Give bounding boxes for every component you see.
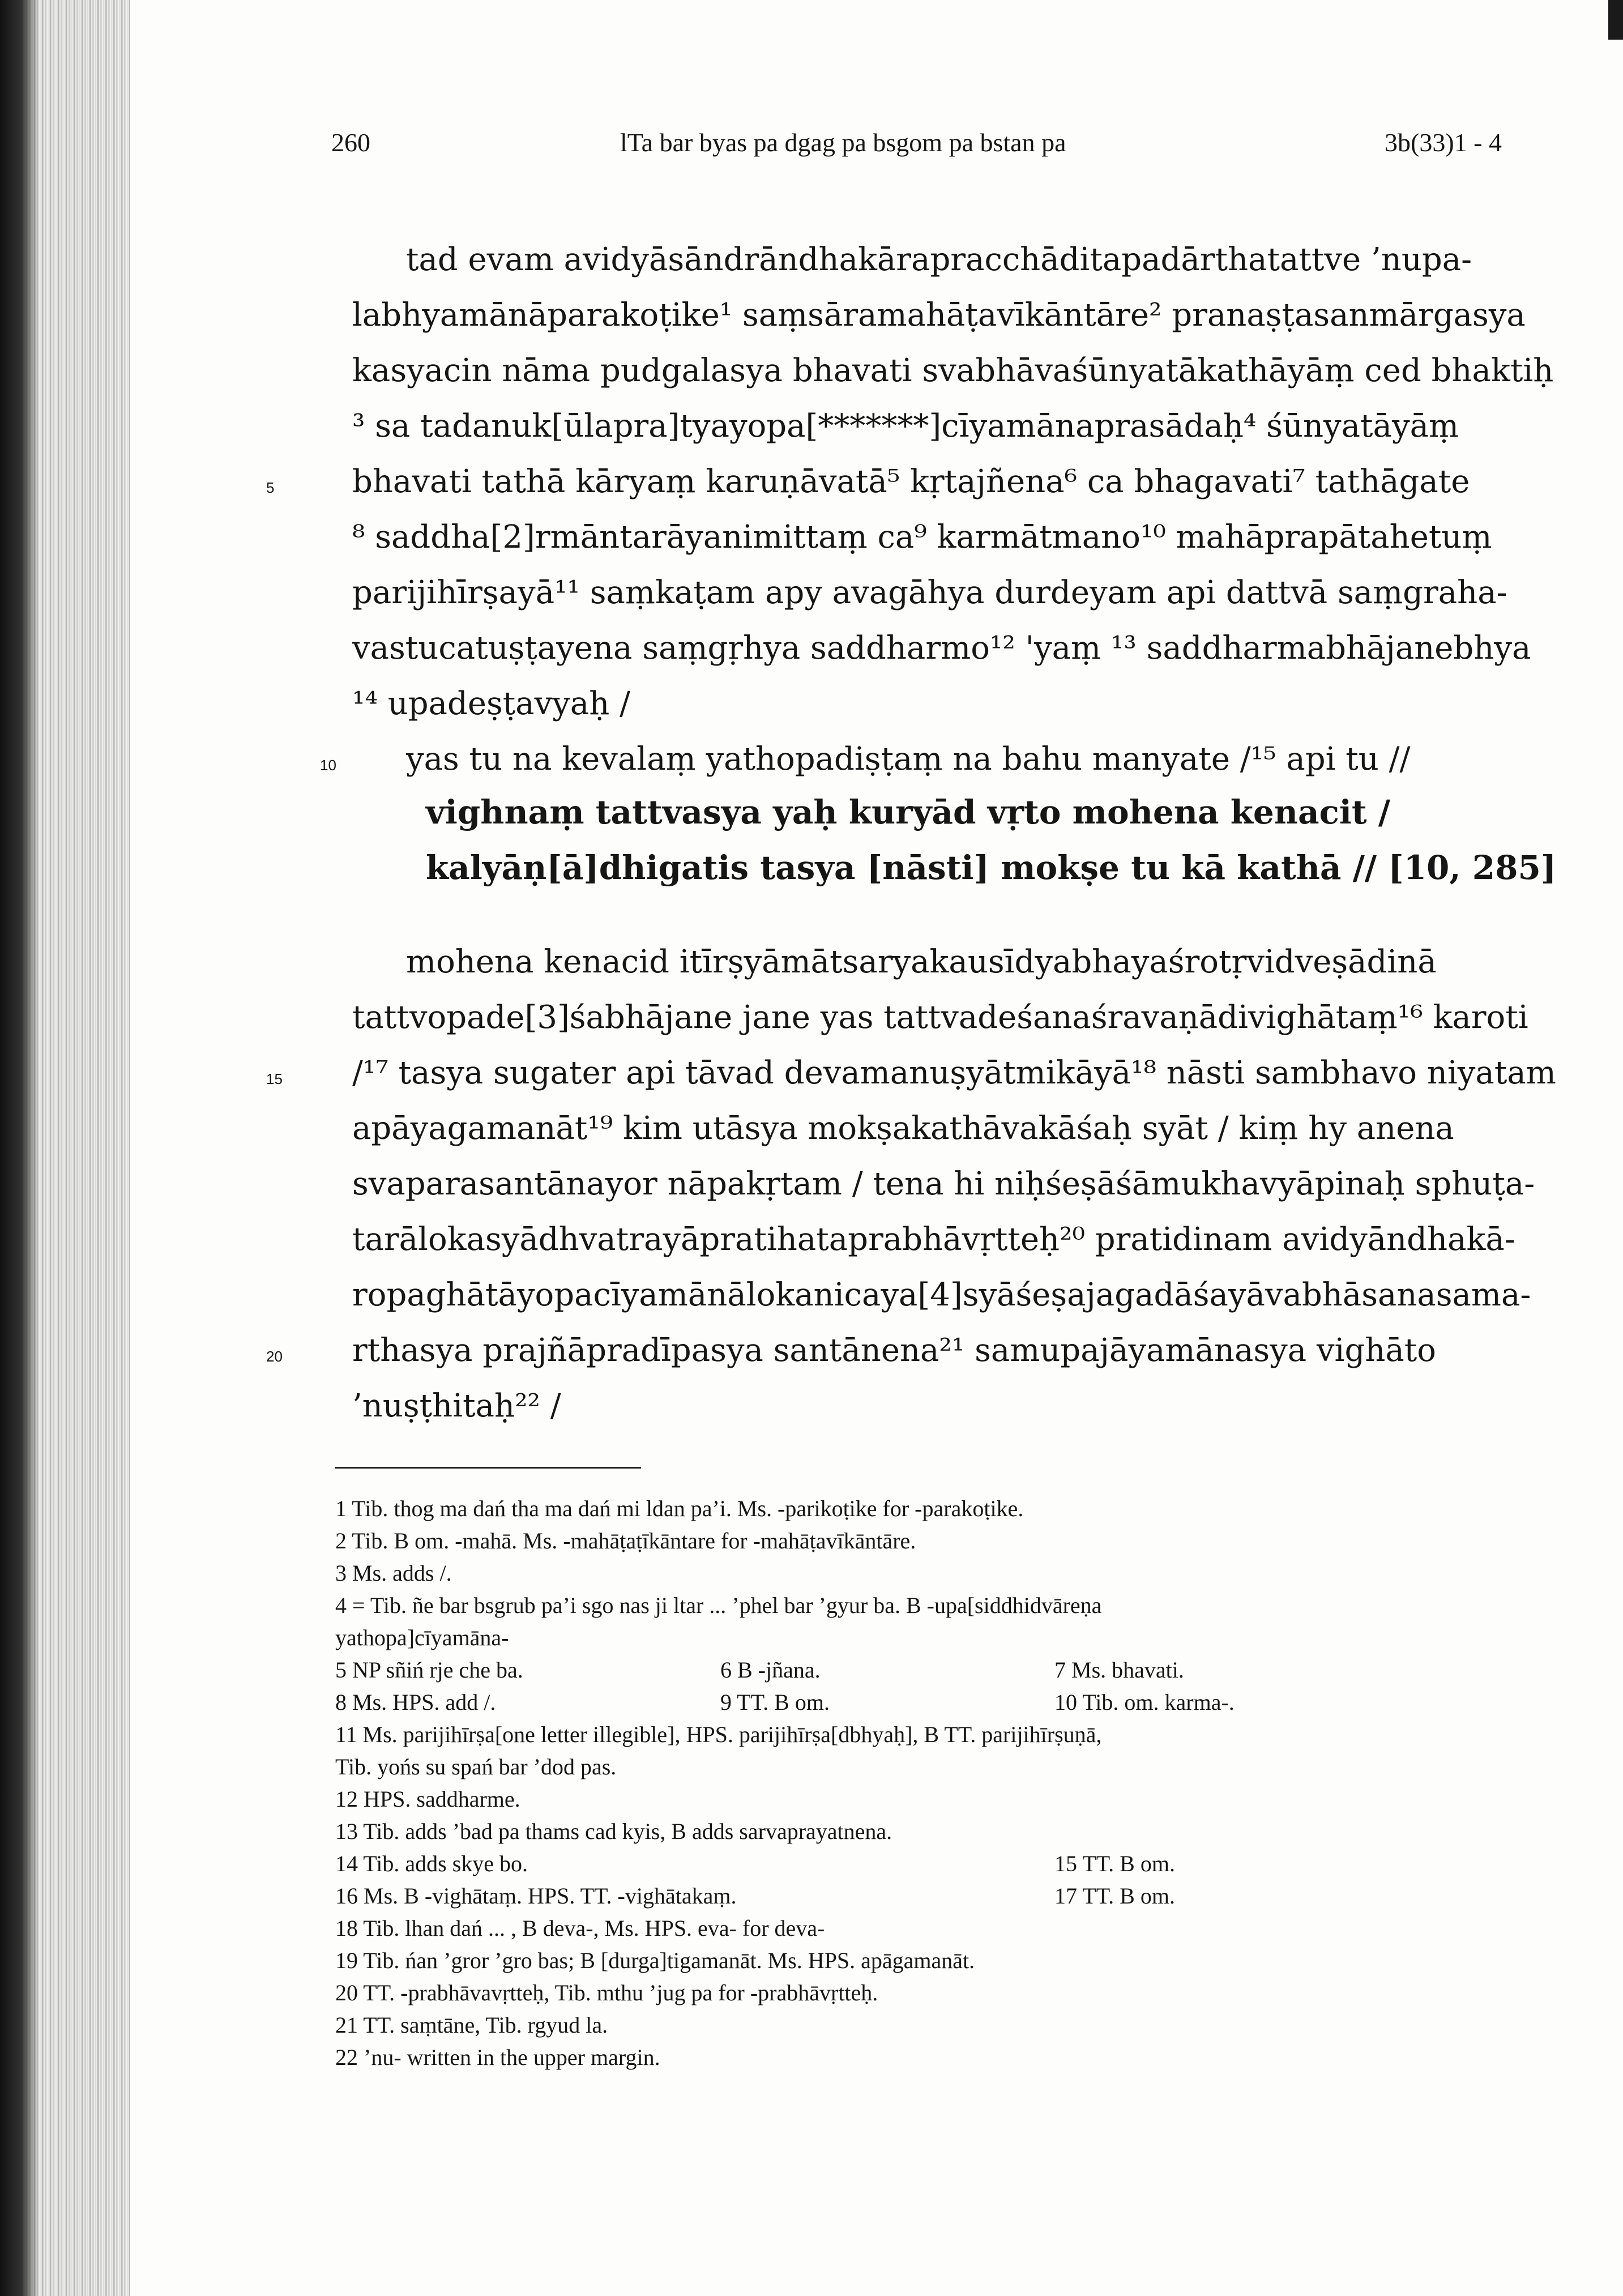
page-number: 260 [331, 128, 370, 157]
footnote: 22 ’nu- written in the upper margin. [335, 2045, 660, 2070]
scan-corner-mark [1608, 0, 1623, 40]
footnote: 3 Ms. adds /. [335, 1560, 452, 1586]
text-line: svaparasantānayor nāpakṛtam / tena hi niḥśeṣāśāmukhavyāpinaḥ sphuṭa- [352, 1166, 1535, 1202]
line-number: 10 [320, 757, 336, 774]
text-line: 20 rthasya prajñāpradīpasya santānena²¹ samupajāyamānasya vighāto [352, 1323, 1479, 1379]
footnotes [335, 1492, 1524, 2073]
footnote: 7 Ms. bhavati. [1054, 1657, 1184, 1683]
footnote: 12 HPS. saddharme. [335, 1786, 520, 1812]
footnote-row [335, 1654, 1524, 1686]
footnote: 20 TT. -prabhāvavṛtteḥ, Tib. mthu ’jug pa for -prabhāvṛtteḥ. [335, 1980, 878, 2005]
line-number: 15 [266, 1070, 283, 1087]
footnote: 14 Tib. adds skye bo. [335, 1851, 528, 1876]
text-line: ⁸ saddha[2]rmāntarāyanimittaṃ ca⁹ karmātmano¹⁰ mahāprapātahetuṃ [352, 519, 1492, 556]
text-line: 5 bhavati tathā kāryaṃ karuṇāvatā⁵ kṛtajñena⁶ ca bhagavati⁷ tathāgate [352, 454, 1479, 510]
text-line: ¹⁴ upadeṣṭavyaḥ / [352, 685, 631, 722]
text-line: tarālokasyādhvatrayāpratihataprabhāvṛtteḥ²⁰ pratidinam avidyāndhakā- [352, 1221, 1515, 1258]
line-number: 5 [266, 479, 275, 496]
footnote-continuation: yathopa]cīyamāna- [335, 1625, 509, 1650]
footnote-row [335, 1847, 1524, 1880]
text-line: mohena kenacid itīrṣyāmātsaryakausīdyabhayaśrotṛvidveṣādinā [406, 944, 1437, 980]
footnote: 17 TT. B om. [1054, 1883, 1175, 1909]
text-line: kasyacin nāma pudgalasya bhavati svabhāvaśūnyatākathāyāṃ ced bhaktiḥ [352, 352, 1554, 389]
footnote: 15 TT. B om. [1054, 1851, 1175, 1876]
prose-block-1 [266, 232, 1554, 787]
prose-block-2 [266, 934, 1556, 1434]
footnote: 6 B -jñana. [720, 1657, 821, 1683]
verse-line: kalyāṇ[ā]dhigatis tasya [nāsti] mokṣe tu kā kathā // [10, 285] [426, 848, 1557, 887]
footnote: 18 Tib. lhan dań ... , B deva-, Ms. HPS. eva- for deva- [335, 1915, 825, 1941]
text-line: ropaghātāyopacīyamānālokanicaya[4]syāśeṣajagadāśayāvabhāsanasama- [352, 1277, 1531, 1313]
text-line: parijihīrṣayā¹¹ saṃkaṭam apy avagāhya durdeyam api dattvā saṃgraha- [352, 574, 1507, 611]
text-line: tad evam avidyāsāndrāndhakārapracchāditapadārthatattve ’nupa- [406, 241, 1472, 278]
footnote: 1 Tib. thog ma dań tha ma dań mi ldan pa’i. Ms. -parikoṭike for -parakoṭike. [335, 1496, 1024, 1521]
footnote-rule [335, 1467, 641, 1469]
footnote: 16 Ms. B -vighātaṃ. HPS. TT. -vighātakaṃ. [335, 1883, 737, 1909]
footnote: 19 Tib. ńan ’gror ’gro bas; B [durga]tigamanāt. Ms. HPS. apāgamanāt. [335, 1948, 975, 1973]
footnote: 11 Ms. parijihīrṣa[one letter illegible], HPS. parijihīrṣa[dbhyaḥ], B TT. parijihīrṣuṇā, [335, 1722, 1102, 1747]
text-line: 15 /¹⁷ tasya sugater api tāvad devamanuṣyātmikāyā¹⁸ nāsti sambhavo niyatam [352, 1045, 1479, 1101]
text-line: vastucatuṣṭayena saṃgṛhya saddharmo¹² 'yaṃ ¹³ saddharmabhājanebhya [352, 630, 1531, 667]
text-line: 10 yas tu na kevalaṃ yathopadiṣṭaṃ na bahu manyate /¹⁵ api tu // [406, 732, 1533, 787]
footnote: 4 = Tib. ñe bar bsgrub pa’i sgo nas ji ltar ... ’phel bar ’gyur ba. B -upa[siddhidvāreṇa [335, 1593, 1102, 1618]
folio-reference: 3b(33)1 - 4 [1385, 128, 1502, 157]
footnote: 9 TT. B om. [720, 1689, 830, 1715]
text-line: apāyagamanāt¹⁹ kim utāsya mokṣakathāvakāśaḥ syāt / kiṃ hy anena [352, 1110, 1454, 1147]
binding-shadow [0, 0, 40, 2296]
text-line: ³ sa tadanuk[ūlapra]tyayopa[*******]cīyamānaprasādaḥ⁴ śūnyatāyāṃ [352, 408, 1459, 445]
footnote-row [335, 1686, 1524, 1718]
footnote: 2 Tib. B om. -mahā. Ms. -mahāṭaṭīkāntare for -mahāṭavīkāntāre. [335, 1528, 916, 1554]
footnote: 13 Tib. adds ’bad pa thams cad kyis, B adds sarvaprayatnena. [335, 1819, 892, 1844]
footnote-row [335, 1880, 1524, 1912]
footnote: 5 NP sñiń rje che ba. [335, 1657, 523, 1683]
footnote: 21 TT. saṃtāne, Tib. rgyud la. [335, 2012, 608, 2038]
footnote-continuation: Tib. yońs su spań bar ’dod pas. [335, 1754, 617, 1779]
text-line: ’nuṣṭhitaḥ²² / [352, 1388, 561, 1424]
running-title: lTa bar byas pa dgag pa bsgom pa bstan pa [620, 128, 1066, 157]
line-number: 20 [266, 1348, 283, 1365]
verse-line: vighnaṃ tattvasya yaḥ kuryād vṛto mohena kenacit / [426, 793, 1391, 831]
text-line: labhyamānāparakoṭike¹ saṃsāramahāṭavīkāntāre² pranaṣṭasanmārgasya [352, 297, 1526, 334]
footnote: 8 Ms. HPS. add /. [335, 1689, 496, 1715]
text-line: tattvopade[3]śabhājane jane yas tattvadeśanaśravaṇādivighātaṃ¹⁶ karoti [352, 999, 1528, 1036]
verse-block [426, 784, 1557, 895]
footnote: 10 Tib. om. karma-. [1054, 1689, 1235, 1715]
